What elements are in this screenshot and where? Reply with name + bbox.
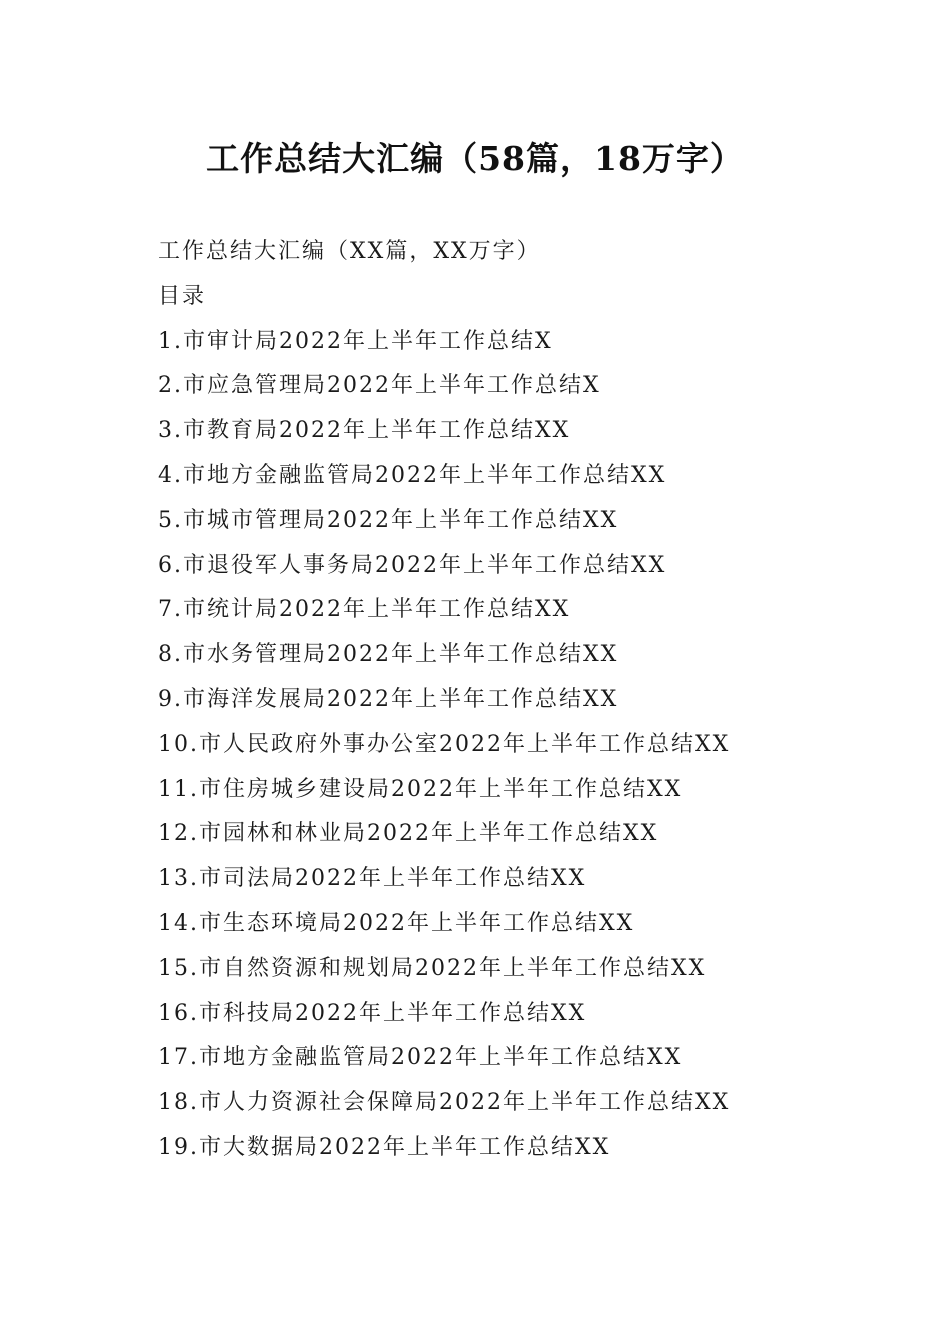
toc-item: 7.市统计局2022年上半年工作总结XX	[158, 597, 571, 623]
toc-item: 19.市大数据局2022年上半年工作总结XX	[158, 1134, 611, 1160]
toc-item: 14.市生态环境局2022年上半年工作总结XX	[158, 910, 635, 936]
document-body	[158, 230, 918, 1171]
document-subtitle: 工作总结大汇编（XX篇，XX万字）	[158, 239, 541, 264]
toc-item: 12.市园林和林业局2022年上半年工作总结XX	[158, 821, 659, 847]
toc-item: 18.市人力资源社会保障局2022年上半年工作总结XX	[158, 1090, 731, 1116]
toc-item: 6.市退役军人事务局2022年上半年工作总结XX	[158, 552, 667, 578]
document-title: 工作总结大汇编（58篇，18万字）	[206, 139, 744, 178]
toc-item: 13.市司法局2022年上半年工作总结XX	[158, 866, 587, 892]
toc-item: 15.市自然资源和规划局2022年上半年工作总结XX	[158, 955, 707, 981]
toc-item: 2.市应急管理局2022年上半年工作总结X	[158, 373, 601, 399]
toc-item: 9.市海洋发展局2022年上半年工作总结XX	[158, 686, 619, 712]
toc-heading: 目录	[158, 283, 207, 309]
toc-item: 10.市人民政府外事办公室2022年上半年工作总结XX	[158, 731, 731, 757]
toc-item: 1.市审计局2022年上半年工作总结X	[158, 328, 553, 354]
toc-item: 11.市住房城乡建设局2022年上半年工作总结XX	[158, 776, 683, 802]
toc-item: 5.市城市管理局2022年上半年工作总结XX	[158, 507, 619, 533]
toc-item: 3.市教育局2022年上半年工作总结XX	[158, 418, 571, 444]
toc-item: 4.市地方金融监管局2022年上半年工作总结XX	[158, 462, 667, 488]
toc-item: 8.市水务管理局2022年上半年工作总结XX	[158, 642, 619, 668]
toc-item: 16.市科技局2022年上半年工作总结XX	[158, 1000, 587, 1026]
toc-list	[158, 320, 918, 1171]
toc-item: 17.市地方金融监管局2022年上半年工作总结XX	[158, 1045, 683, 1071]
